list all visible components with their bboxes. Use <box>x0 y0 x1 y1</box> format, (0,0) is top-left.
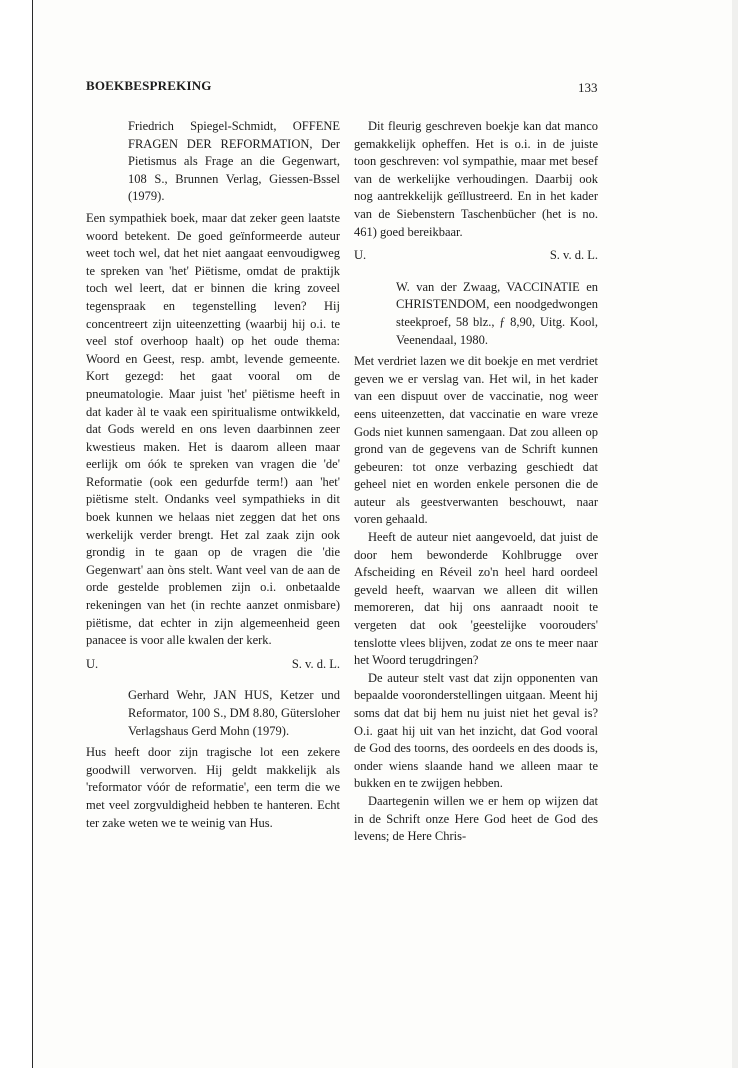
right-column <box>354 118 598 846</box>
review1-sig-left: U. <box>86 656 99 671</box>
page-left-margin <box>0 0 33 1068</box>
review2-continuation: Dit fleurig geschreven boekje kan dat manco gemakkelijk opheffen. Het is o.i. in de juiste toon geschreven: vol sympathie, maar met besef van de werkelijke verhoudingen. Daarbij ook nog aantrekkelijk geïllustreerd. En in het kader van de Siebenstern Taschenbücher (het is no. 461) goed bereikbaar. <box>354 119 598 239</box>
review3-para1: Met verdriet lazen we dit boekje en met verdriet geven we er verslag van. Het wil, in het kader van een dispuut over de vaccinatie, nog weer eens uiteenzetten, dat vaccinatie en ware vreze Gods niet kunnen samengaan. Dat zou alleen op grond van de gegevens van de Schrift kunnen gebeuren: tot onze verbazing geschiedt dat geheel niet en worden enkele personen die de auteur als geestverwanten beschouwt, naar voren gehaald. <box>354 354 598 527</box>
review2-body: Hus heeft door zijn tragische lot een zekere goodwill verworven. Hij geldt makkelijk als 'reformator vóór de reformatie', een term die we met veel zorgvuldigheid hebben te hanteren. Echt ter zake weten we te weinig van Hus. <box>86 745 340 830</box>
review1-signature <box>86 656 340 674</box>
review3-para2: Heeft de auteur niet aangevoeld, dat juist de door hem bewonderde Kohlbrugge over Afscheiding en Réveil zo'n heel hard oordeel geveld heeft, waarvan we alleen dit willen memoreren, dat hij ons aanraadt nooit te vergeten dat ook 'geestelijke voorouders' tenslotte vlees blijven, zodat ze ons te meer naar het Woord terugdringen? <box>354 530 598 668</box>
review1-body: Een sympathiek boek, maar dat zeker geen laatste woord betekent. De goed geïnformeerde auteur weet toch wel, dat het niet aangaat eenvoudigweg te spreken van 'het' Piëtisme, omdat de praktijk toch wel leert, dat er binnen die kring zoveel tegenspraak en tegenstelling leven? Hij concentreert zijn uiteenzetting (waarbij hij o.i. te veel stof overhoop haalt) op het oude thema: Woord en Geest, resp. ambt, levende gemeente. Kort gezegd: het gaat vooral om de pneumatologie. Maar juist 'het' piëtisme heeft in dat kader àl te vaak een spiritualisme ontwikkeld, dat Gods wereld en ons leven daarbinnen zeer kwestieus maken. Het is daarom alleen maar eerlijk om óók te spreken van vragen die 'de' Reformatie (ook een gedurfde term!) aan 'het' piëtisme stelt. Ondanks veel sympathieks in dit boek kunnen we helaas niet zeggen dat het ons werkelijk verder brengt. Het zal zaak zijn ook grondig in te gaan op de vragen die 'die Gegenwart' aan òns stelt. Want veel van de aan de orde gestelde problemen zijn o.i. onbetaalde rekeningen van het (in rechte aanzet onmisbare) piëtisme, dat echter in zijn algemeenheid geen panacee is voor alle kwalen der kerk. <box>86 210 340 648</box>
running-header-section: BOEKBESPREKING <box>86 78 212 93</box>
review2-signature <box>354 247 598 265</box>
page-right-edge <box>732 0 738 1068</box>
review2-sig-right: S. v. d. L. <box>549 248 598 263</box>
page-number: 133 <box>578 80 598 95</box>
review2-reference: Gerhard Wehr, JAN HUS, Ketzer und Reformator, 100 S., DM 8.80, Gütersloher Verlagshaus Gerd Mohn (1979). <box>128 688 340 738</box>
review3-reference: W. van der Zwaag, VACCINATIE en CHRISTENDOM, een noodgedwongen steekproef, 58 blz., ƒ 8,90, Uitg. Kool, Veenendaal, 1980. <box>396 279 598 347</box>
review3-para3: De auteur stelt vast dat zijn opponenten van bepaalde vooronderstellingen uitgaan. Meent hij soms dat dat bij hem nu juist niet het geval is? O.i. gaat hij uit van het inzicht, dat God vooral de God des toorns, des oordeels en des doods is, onder wiens slaande hand we alleen maar te bukken en te zwijgen hebben. <box>354 670 598 791</box>
left-column <box>86 118 340 832</box>
review1-sig-right: S. v. d. L. <box>291 656 340 671</box>
review1-reference: Friedrich Spiegel-Schmidt, OFFENE FRAGEN DER REFORMATION, Der Pietismus als Frage an die Gegenwart, 108 S., Brunnen Verlag, Giessen-Bssel (1979). <box>128 119 340 204</box>
review3-para4: Daartegenin willen we er hem op wijzen dat in de Schrift onze Here God heet de God des levens; de Here Chris- <box>354 793 598 844</box>
review2-sig-left: U. <box>354 248 367 263</box>
